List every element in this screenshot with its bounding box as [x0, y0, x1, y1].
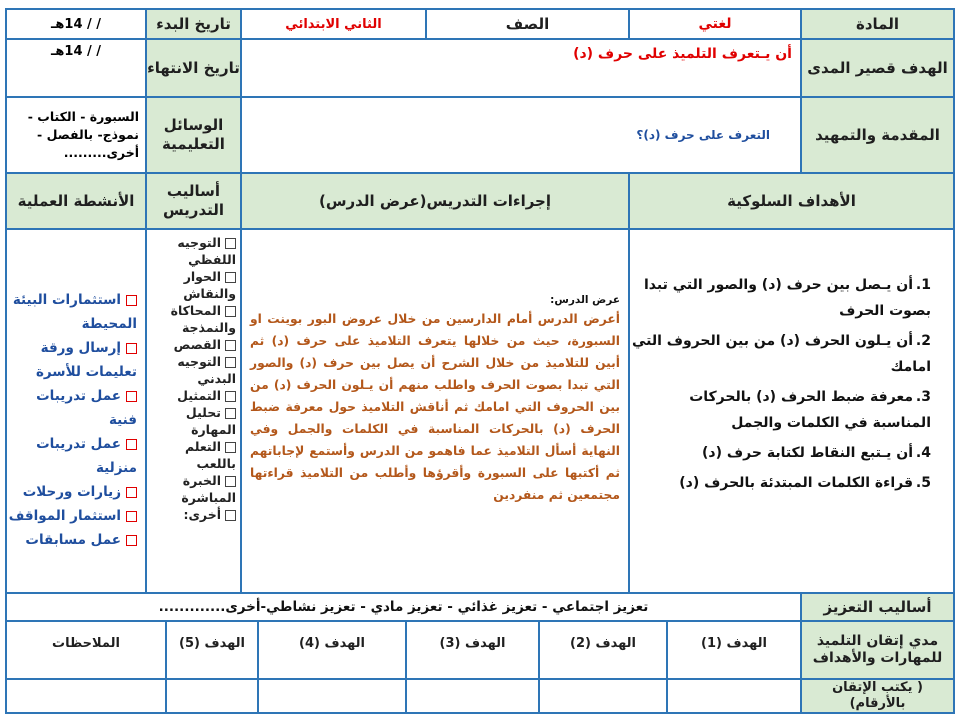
- subject-label: المادة: [800, 8, 955, 40]
- objective-text: أن يـصل بين حرف (د) والصور التي تبدا بصوت الحرف: [644, 277, 931, 319]
- checkbox-icon[interactable]: [126, 439, 137, 450]
- checkbox-icon[interactable]: [126, 511, 137, 522]
- checkbox-icon[interactable]: [225, 510, 236, 521]
- procedures-header: إجراءات التدريس(عرض الدرس): [240, 172, 630, 230]
- procedures-heading: عرض الدرس:: [550, 294, 620, 306]
- checkbox-icon[interactable]: [225, 238, 236, 249]
- method-item[interactable]: [147, 268, 236, 302]
- checkbox-icon[interactable]: [126, 295, 137, 306]
- method-label: الحوار والنقاش: [183, 269, 236, 301]
- objective-number: 5.: [915, 475, 931, 491]
- method-label: التمثيل: [177, 388, 221, 403]
- objectives-list: [630, 272, 953, 496]
- activities-list: [7, 288, 145, 552]
- objective-item: [630, 272, 931, 324]
- activity-item[interactable]: [7, 480, 137, 504]
- intro-text: التعرف على حرف (د)؟: [636, 128, 770, 142]
- method-item[interactable]: [147, 387, 236, 404]
- activity-label: عمل تدريبات فنية: [36, 388, 137, 428]
- reinforcement-value: [5, 592, 802, 622]
- mastery-goal-5: الهدف (5): [165, 620, 259, 680]
- start-date-text: / / 14هـ: [50, 16, 102, 32]
- objective-number: 1.: [915, 277, 931, 293]
- activity-item[interactable]: [7, 384, 137, 432]
- activity-item[interactable]: [7, 336, 137, 384]
- activity-item[interactable]: [7, 528, 137, 552]
- method-item[interactable]: [147, 472, 236, 506]
- mastery-number-4[interactable]: [257, 678, 407, 714]
- start-date-value: [5, 8, 147, 40]
- methods-list: [147, 234, 240, 523]
- method-label: التوجيه اللفظي: [177, 235, 236, 267]
- mastery-number-5[interactable]: [165, 678, 259, 714]
- objective-number: 2.: [915, 333, 931, 349]
- method-label: الخبرة المباشرة: [181, 473, 236, 505]
- checkbox-icon[interactable]: [225, 476, 236, 487]
- objective-text: قراءة الكلمات المبتدئة بالحرف (د): [679, 475, 913, 491]
- notes-label: الملاحظات: [5, 620, 167, 680]
- objective-item: [630, 384, 931, 436]
- objective-number: 3.: [915, 389, 931, 405]
- methods-cell: [145, 228, 242, 594]
- class-value: [240, 8, 427, 40]
- mastery-goal-4: الهدف (4): [257, 620, 407, 680]
- end-date-label: تاريخ الانتهاء: [145, 38, 242, 98]
- objective-item: [630, 328, 931, 380]
- objective-text: أن يـتبع النقاط لكتابة حرف (د): [702, 445, 913, 461]
- mastery-number-3[interactable]: [405, 678, 540, 714]
- method-item[interactable]: [147, 336, 236, 353]
- checkbox-icon[interactable]: [126, 535, 137, 546]
- mastery-goal-1: الهدف (1): [666, 620, 802, 680]
- subject-value-text: لغتي: [698, 16, 732, 32]
- method-item[interactable]: [147, 234, 236, 268]
- procedures-body: أعرض الدرس أمام الدارسين من خلال عروض البور بوينت او السبورة، حيث من خلالها يتعرف التلاميذ على حرف (د) ثم أبين للتلاميذ من خلال الشرح أن يصل بين حرف (د) والصور التي تبدا بصوت الحرف واطلب منهم أن يـلون الحرف (د) من بين الحروف التي امامك ثم أناقش التلاميذ حول معرفة ضبط الحرف (د) بالحركات المناسبة في الكلمات والجمل وفي النهاية أسأل التلاميذ عما فاهمو من الدرس وأستمع لإجاباتهم ثم أكتبها على السبورة وأقرؤها وأطلب من التلاميذ قراءتها مجتمعين ثم منفردين: [250, 312, 620, 502]
- start-date-label: تاريخ البدء: [145, 8, 242, 40]
- intro-value: [240, 96, 802, 174]
- method-item[interactable]: [147, 506, 236, 523]
- method-item[interactable]: [147, 353, 236, 387]
- intro-label: المقدمة والتمهيد: [800, 96, 955, 174]
- activity-item[interactable]: [7, 432, 137, 480]
- activities-header: الأنشطة العملية: [5, 172, 147, 230]
- end-date-text: / / 14هـ: [50, 44, 102, 59]
- checkbox-icon[interactable]: [225, 442, 236, 453]
- checkbox-icon[interactable]: [126, 343, 137, 354]
- method-label: التوجيه البدني: [177, 354, 236, 386]
- tools-value: [5, 96, 147, 174]
- objectives-cell: [628, 228, 955, 594]
- activity-item[interactable]: [7, 288, 137, 336]
- mastery-goal-2: الهدف (2): [538, 620, 668, 680]
- method-label: القصص: [173, 337, 221, 352]
- objectives-header: الأهداف السلوكية: [628, 172, 955, 230]
- method-label: المحاكاة والنمذجة: [170, 303, 236, 335]
- mastery-goal-3: الهدف (3): [405, 620, 540, 680]
- objective-number: 4.: [915, 445, 931, 461]
- mastery-number-1[interactable]: [666, 678, 802, 714]
- short-goal-label: الهدف قصير المدى: [800, 38, 955, 98]
- mastery-number-2[interactable]: [538, 678, 668, 714]
- procedures-cell: [240, 228, 630, 594]
- checkbox-icon[interactable]: [225, 340, 236, 351]
- activity-label: زيارات ورحلات: [22, 484, 121, 500]
- method-item[interactable]: [147, 438, 236, 472]
- activities-cell: [5, 228, 147, 594]
- class-value-text: الثاني الابتدائي: [285, 16, 382, 32]
- checkbox-icon[interactable]: [225, 357, 236, 368]
- objective-text: معرفة ضبط الحرف (د) بالحركات المناسبة في الكلمات والجمل: [689, 389, 931, 431]
- short-goal-text: أن يـتعرف التلميذ على حرف (د): [573, 46, 792, 62]
- checkbox-icon[interactable]: [225, 272, 236, 283]
- objective-item: [630, 440, 931, 466]
- checkbox-icon[interactable]: [225, 391, 236, 402]
- checkbox-icon[interactable]: [126, 391, 137, 402]
- objective-text: أن يـلون الحرف (د) من بين الحروف التي امامك: [631, 333, 931, 375]
- method-label: أخرى:: [183, 507, 221, 522]
- objective-item: [630, 470, 931, 496]
- subject-value: [628, 8, 802, 40]
- activity-label: استثمار المواقف: [8, 508, 121, 524]
- tools-label: الوسائل التعليمية: [145, 96, 242, 174]
- activity-label: إرسال ورقة تعليمات للأسرة: [35, 340, 137, 380]
- mastery-label: مدي إتقان التلميذ للمهارات والأهداف: [800, 620, 955, 680]
- class-label: الصف: [425, 8, 630, 40]
- methods-header: أساليب التدريس: [145, 172, 242, 230]
- activity-label: استثمارات البيئة المحيطة: [12, 292, 137, 332]
- checkbox-icon[interactable]: [225, 306, 236, 317]
- method-item[interactable]: [147, 404, 236, 438]
- end-date-value: [5, 38, 147, 98]
- notes-value[interactable]: [5, 678, 167, 714]
- mastery-hint: ( يكتب الإتقان بالأرقام): [800, 678, 955, 714]
- reinforcement-text: تعزيز اجتماعي - تعزيز غذائي - تعزيز مادي - تعزيز نشاطي-أخرى.............: [158, 599, 649, 615]
- method-item[interactable]: [147, 302, 236, 336]
- activity-item[interactable]: [7, 504, 137, 528]
- activity-label: عمل مسابقات: [25, 532, 121, 548]
- checkbox-icon[interactable]: [126, 487, 137, 498]
- method-label: التعلم باللعب: [184, 439, 236, 471]
- short-goal-value: [240, 38, 802, 98]
- reinforcement-label: أساليب التعزيز: [800, 592, 955, 622]
- method-label: تحليل المهارة: [185, 405, 236, 437]
- activity-label: عمل تدريبات منزلية: [36, 436, 137, 476]
- checkbox-icon[interactable]: [225, 408, 236, 419]
- tools-text: السبورة - الكتاب - نموذج- بالفصل - أخرى.........: [27, 109, 139, 160]
